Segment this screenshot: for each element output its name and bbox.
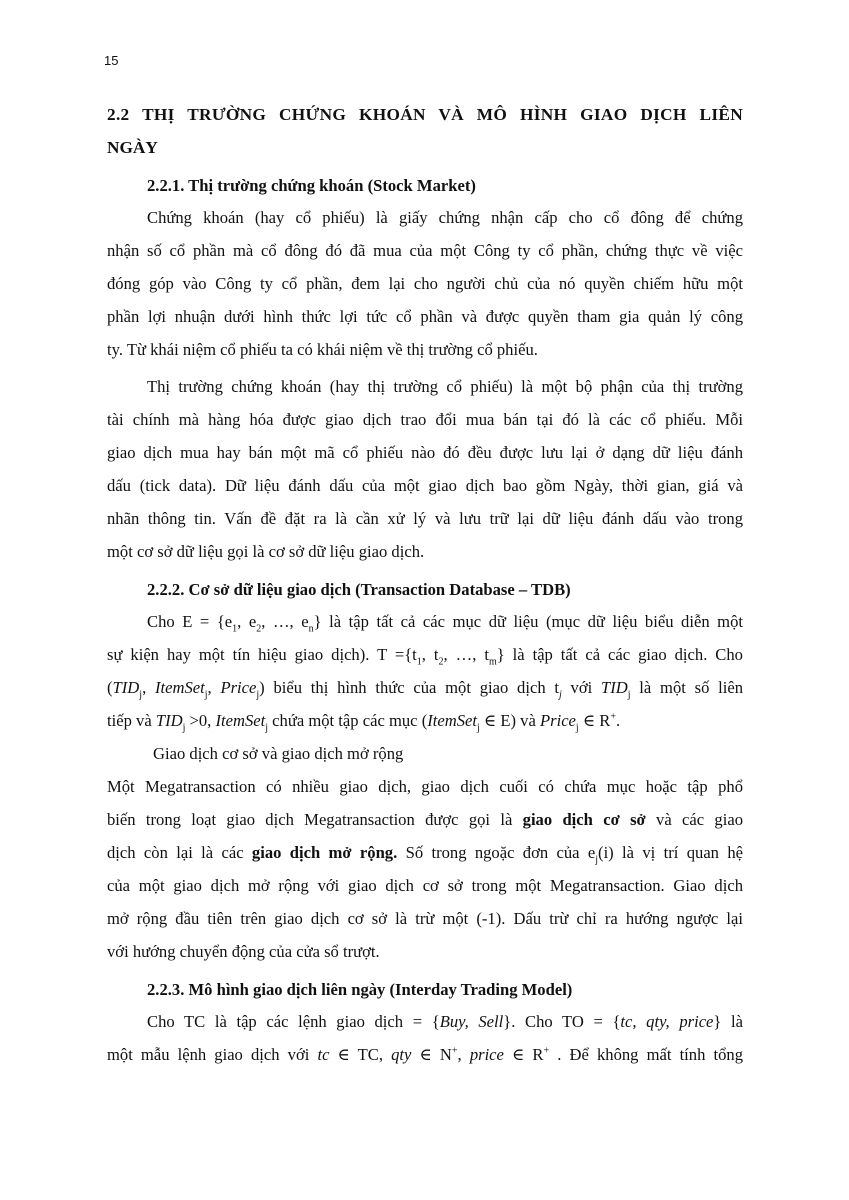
text-line: của một giao dịch mở rộng với giao dịch cơ sở trong một Megatransaction. Giao dịch <box>107 876 743 895</box>
base-extension-heading: Giao dịch cơ sở và giao dịch mở rộng <box>153 744 404 763</box>
text-line: tiếp và $TID_j >0$, ItemSet$_j$ chứa một tập các mục (ItemSet$_j$ ∈ E) và Price$_j$ ∈ R+. <box>107 711 621 734</box>
section-heading-line: 2.2 THỊ TRƯỜNG CHỨNG KHOÁN VÀ MÔ HÌNH GIAO DỊCH LIÊN <box>107 105 743 124</box>
section-heading <box>107 98 743 164</box>
text-line: ($TID_j$, ItemSet$_j$, Price$_j$) biểu thị hình thức của một giao dịch $t_j$ với $TID_j$ là một số liên <box>107 678 744 701</box>
subsection-heading-2-2-2: 2.2.2. Cơ sở dữ liệu giao dịch (Transaction Database – TDB) <box>147 580 571 599</box>
text-line: một mẫu lệnh giao dịch với tc ∈ TC, qty ∈ N+, price ∈ R+ . Để không mất tính tổng <box>107 1045 743 1064</box>
page-content <box>107 98 743 1071</box>
subsection-heading-2-2-1: 2.2.1. Thị trường chứng khoán (Stock Market) <box>147 176 476 195</box>
paragraph-interday-model <box>107 1005 743 1071</box>
text-line: ty. Từ khái niệm cổ phiếu ta có khái niệm về thị trường cổ phiếu. <box>107 340 538 359</box>
text-line: sự kiện hay một tín hiệu giao dịch). $T =\{t_1$, $t_2$, …, $t_m$} là tập tất cả các giao dịch. Cho <box>107 645 743 668</box>
text-line: đóng góp vào Công ty cổ phần, đem lại cho người chủ của nó quyền chiếm hữu một <box>107 274 743 293</box>
text-line: với hướng chuyển động của cửa sổ trượt. <box>107 942 380 961</box>
text-line: Một Megatransaction có nhiều giao dịch, giao dịch cuối có chứa mục hoặc tập phổ <box>107 777 743 796</box>
text-line: dịch còn lại là các giao dịch mở rộng. Số trong ngoặc đơn của $e_j(i)$ là vị trí quan hệ <box>107 843 743 866</box>
text-line: Chứng khoán (hay cổ phiếu) là giấy chứng nhận cấp cho cổ đông để chứng <box>147 208 743 227</box>
text-line: Cho $E = \{e_1$, $e_2$, …, $e_n$} là tập tất cả các mục dữ liệu (mục dữ liệu biểu diễn một <box>147 612 743 635</box>
page-number: 15 <box>104 53 119 68</box>
paragraph-stock-market <box>107 370 743 568</box>
text-line: mở rộng đầu tiên trên giao dịch cơ sở là trừ một (-1). Dấu trừ chỉ ra hướng ngược lại <box>107 909 743 928</box>
text-line: Cho TC là tập các lệnh giao dịch = {Buy, Sell}. Cho TO = {tc, qty, price} là <box>147 1012 743 1031</box>
text-line: biến trong loạt giao dịch Megatransaction được gọi là giao dịch cơ sở và các giao <box>107 810 743 829</box>
text-line: giao dịch mua hay bán một mã cổ phiếu nào đó đều được lưu lại ở dạng dữ liệu đánh <box>107 443 743 462</box>
paragraph-megatransaction <box>107 770 743 968</box>
paragraph-stock-definition <box>107 201 743 366</box>
section-heading-line: NGÀY <box>107 138 158 157</box>
text-line: một cơ sở dữ liệu gọi là cơ sở dữ liệu giao dịch. <box>107 542 425 561</box>
text-line: nhận số cổ phần mà cổ đông đó đã mua của một Công ty cổ phần, chứng thực về việc <box>107 241 743 260</box>
paragraph-transaction-database <box>107 605 743 737</box>
text-line: phần lợi nhuận dưới hình thức lợi tức cổ phần và được quyền tham gia quản lý công <box>107 307 743 326</box>
text-line: dấu (tick data). Dữ liệu đánh dấu của một giao dịch bao gồm Ngày, thời gian, giá và <box>107 476 743 495</box>
text-line: nhãn thông tin. Vấn đề đặt ra là cần xử lý và lưu trữ lại dữ liệu đánh dấu vào trong <box>107 509 743 528</box>
subsection-heading-2-2-3: 2.2.3. Mô hình giao dịch liên ngày (Interday Trading Model) <box>147 980 573 999</box>
text-line: tài chính mà hàng hóa được giao dịch trao đổi mua bán tại đó là các cổ phiếu. Mỗi <box>107 410 743 429</box>
text-line: Thị trường chứng khoán (hay thị trường cổ phiếu) là một bộ phận của thị trường <box>147 377 743 396</box>
